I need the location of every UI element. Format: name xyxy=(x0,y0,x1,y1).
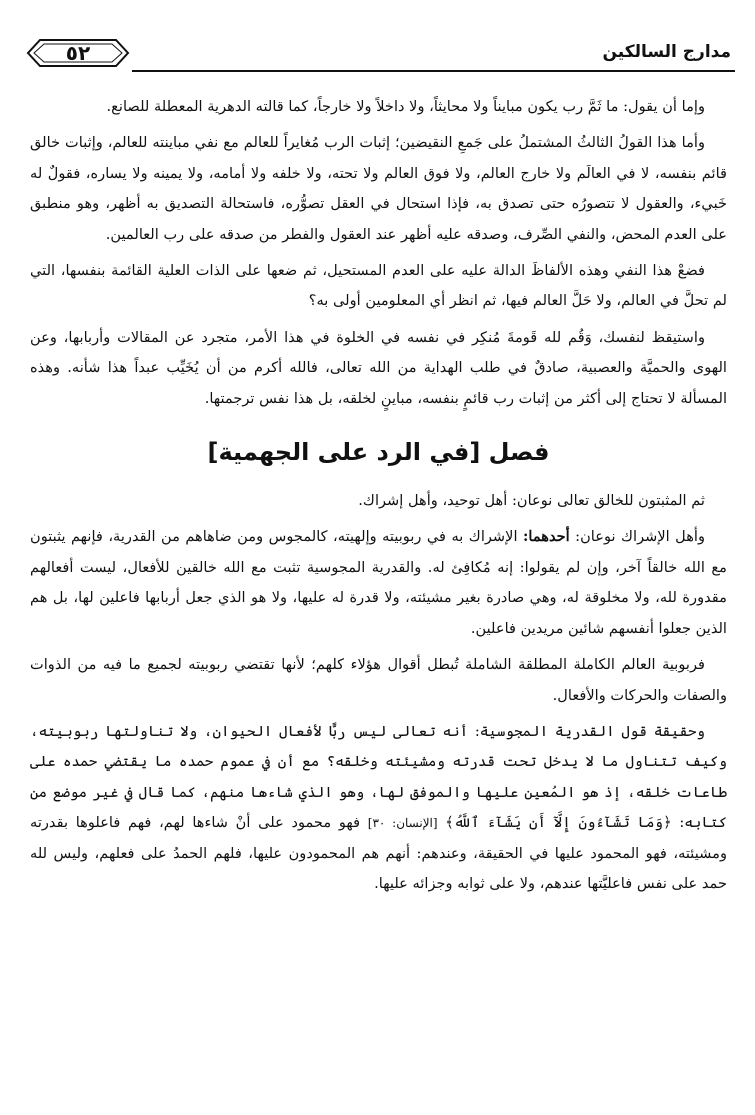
paragraph-8 xyxy=(30,717,727,899)
paragraph-3: فضعْ هذا النفي وهذه الألفاظَ الدالة عليه على العدم المستحيل، ثم ضعها على الذات العلية القائمة بنفسها، التي لم تحلَّ في العالم، ولا حَلَّ العالم فيها، ثم انظر أي المعلومين أولى به؟ xyxy=(30,262,727,310)
page-header xyxy=(20,36,735,76)
section-heading: فصل [في الرد على الجهمية] xyxy=(207,438,550,467)
paragraph-7: فربوبية العالم الكاملة المطلقة الشاملة تُبطل أقوال هؤلاء كلهم؛ لأنها تقتضي ربوبيته لجميع ما فيه من الذوات والصفات والحركات والأفعال. xyxy=(30,656,727,704)
header-rule xyxy=(132,70,735,72)
paragraph-2: وأما هذا القولُ الثالثُ المشتملُ على جَمعِ النقيضين؛ إثبات الرب مُغايراً للعالم مع نفي مباينته للعالم، وإثبات خالق قائم بنفسه، لا في العالَم ولا خارج العالم، ولا فوق العالم ولا تحته، ولا خلفه ولا أمامه، ولا يمينه ولا يساره، فقولٌ له خَبيء، والعقول لا تتصورُه حتى تصدق به، فإذا استحال في العقل تصوُّره، فاستحالة التصديق به أظهر، وهو منطبق على العدم المحض، والنفي الصِّرف، وصدقه عليه أظهر عند العقول والفطر من صدقه على رب العالمين. xyxy=(30,134,727,243)
quran-verse: ﴿وَمَا تَشَآءُونَ إِلَّآ أَن يَشَآءَ ٱللَّهُ﴾ xyxy=(445,814,672,832)
paragraph-6-bold: أحدهما: xyxy=(523,528,570,546)
verse-reference: [الإنسان: ٣٠] xyxy=(367,816,438,831)
paragraph-4: واستيقظ لنفسك، وَقُم لله قَومةَ مُنكِر في نفسه في الخلوة في هذا الأمر، متجرد عن المقالات وأربابها، وعن الهوى والحميَّة والعصبية، صادقٌ في طلب الهداية من الله تعالى، فالله أكرم من أن يُخَيِّب عبداً هذا شأنه. وهذه المسألة لا تحتاج إلى أكثر من إثبات رب قائمٍ بنفسه، مباينٍ لخلقه، بل هذا نفس ترجمتها. xyxy=(30,328,727,407)
paragraph-6-lead: وأهل الإشراك نوعان: xyxy=(575,528,706,546)
paragraph-5: ثم المثبتون للخالق تعالى نوعان: أهل توحيد، وأهل إشراك. xyxy=(358,492,705,510)
paragraph-8-text-a: وحقيقة قول القدرية المجوسية: أنه تعالى ليس ربًّا لأفعال الحيوان، ولا تناولتها ربوبيته، وكيف تتناول ما لا يدخل تحت قدرته ومشيئته وخلقه؟ مع أن في عموم حمده ما يقتضي حمده على طاعات خلقه، إذ هو المُعين عليها والموفق لها، وهو الذي شاءها منهم، كما قال في غير موضع من كتابه: xyxy=(30,722,728,832)
book-title: مدارج السالكين xyxy=(602,42,731,62)
page-body xyxy=(30,92,727,899)
paragraph-8-text-b: فهو محمود على أنْ شاءها لهم، فهم فاعلوها بقدرته ومشيئته، فهو المحمود عليها في الحقيقة، وعندهم: أنهم هم المحمودون عليها، فلهم الحمدُ على فعلهم، وليس لله حمد على نفس فاعليَّتها عندهم، ولا على ثوابه وجزائه عليها. xyxy=(30,814,727,892)
paragraph-6-rest: الإشراك به في ربوبيته وإلهيته، كالمجوس ومن ضاهاهم من القدرية، فإنهم يثبتون مع الله خالقاً آخر، وإن لم يقولوا: إنه مُكافِئ له. والقدرية المجوسية تثبت مع الله خالقين للأفعال، ليست أفعالهم مقدورة لله، ولا مخلوقة له، وهي صادرة بغير مشيئته، ولا قدرة له عليها، ولا هو الذي جعل أربابها فاعلين لها، بل هم الذين جعلوا أنفسهم شائين مريدين فاعلين. xyxy=(30,528,727,637)
paragraph-1: وإما أن يقول: ما ثَمَّ رب يكون مبايناً ولا محايثاً، ولا داخلاً ولا خارجاً، كما قالته الدهرية المعطلة للصانع. xyxy=(106,98,705,115)
page-number: ٥٢ xyxy=(65,41,91,65)
page-number-frame xyxy=(26,38,130,68)
paragraph-6 xyxy=(30,522,727,644)
